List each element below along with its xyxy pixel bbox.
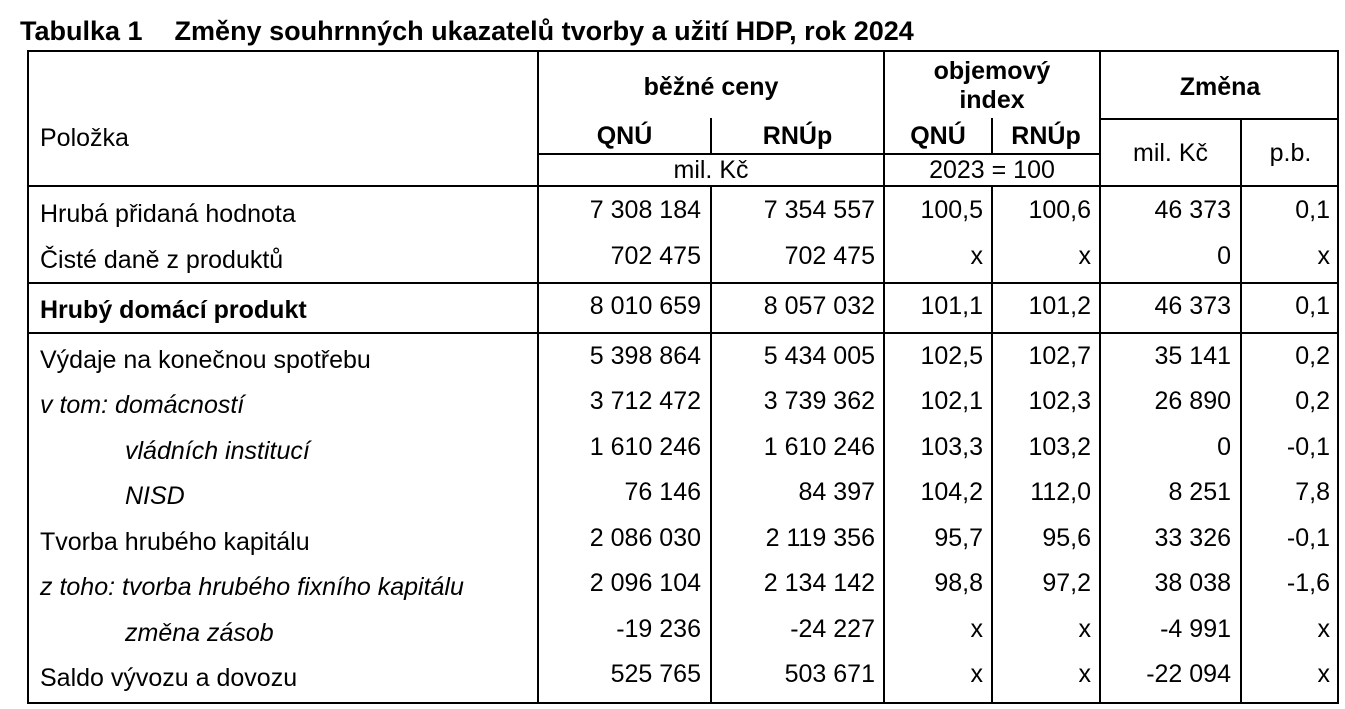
cell-qnu-current: 2 096 104 [589,569,701,597]
cell-rnup-current: 7 354 557 [763,196,875,224]
cell-rnup-index: 97,2 [1042,569,1091,597]
row-label: vládních institucí [125,437,310,465]
cell-change-pb: x [1317,660,1330,688]
header-item: Položka [40,124,129,152]
cell-rnup-index: 95,6 [1042,524,1091,552]
cell-qnu-current: 702 475 [610,242,701,270]
header-volume-index-line1: objemový [933,57,1051,85]
cell-rnup-index: 102,7 [1028,342,1091,370]
header-current-prices: běžné ceny [643,73,779,101]
row-label: NISD [125,482,185,510]
cell-change-pb: -0,1 [1286,433,1330,461]
cell-rnup-index: 100,6 [1028,196,1091,224]
cell-qnu-index: x [970,660,983,688]
row-label: z toho: tvorba hrubého fixního kapitálu [40,573,464,601]
cell-qnu-index: 104,2 [920,478,983,506]
cell-rnup-current: 503 671 [784,660,875,688]
cell-qnu-index: x [970,242,983,270]
cell-change-mil: 0 [1217,433,1231,461]
cell-change-mil: -4 991 [1160,615,1231,643]
cell-qnu-index: 100,5 [920,196,983,224]
cell-qnu-current: 76 146 [624,478,701,506]
cell-qnu-current: 3 712 472 [589,387,701,415]
cell-rnup-current: 2 134 142 [763,569,875,597]
row-divider [1099,118,1339,120]
cell-change-mil: 8 251 [1168,478,1231,506]
row-label: Hrubý domácí produkt [40,296,307,324]
cell-rnup-index: 112,0 [1030,478,1091,506]
row-label: Výdaje na konečnou spotřebu [40,346,371,374]
cell-qnu-current: 2 086 030 [589,524,701,552]
table-title [20,14,914,48]
row-divider [29,332,1339,334]
cell-change-pb: 0,1 [1295,292,1330,320]
cell-rnup-index: 103,2 [1028,433,1091,461]
table-number: Tabulka 1 [20,16,143,46]
header-qnu-index: QNÚ [910,122,966,150]
cell-change-pb: 0,2 [1295,387,1330,415]
cell-change-mil: 38 038 [1154,569,1231,597]
cell-change-pb: -0,1 [1286,524,1330,552]
row-label: v tom: domácností [40,391,245,419]
header-unit-mil: mil. Kč [673,156,749,184]
cell-qnu-index: 102,1 [920,387,983,415]
data-table [27,50,1339,704]
cell-change-mil: 0 [1217,242,1231,270]
cell-rnup-current: 8 057 032 [763,292,875,320]
header-change: Změna [1179,73,1261,101]
cell-rnup-index: 101,2 [1028,292,1091,320]
header-unit-index: 2023 = 100 [929,156,1055,184]
row-label: Saldo vývozu a dovozu [40,664,298,692]
cell-change-pb: 0,2 [1295,342,1330,370]
cell-qnu-current: 525 765 [610,660,701,688]
header-volume-index [885,57,1099,115]
header-qnu: QNÚ [596,122,653,150]
cell-qnu-index: x [970,615,983,643]
table-title-text: Změny souhrnných ukazatelů tvorby a užití HDP, rok 2024 [174,16,914,46]
cell-qnu-index: 95,7 [934,524,983,552]
cell-change-mil: 46 373 [1154,196,1231,224]
cell-qnu-current: 5 398 864 [589,342,701,370]
cell-rnup-current: 5 434 005 [763,342,875,370]
cell-change-pb: 0,1 [1295,196,1330,224]
cell-qnu-index: 102,5 [920,342,983,370]
cell-change-pb: x [1317,242,1330,270]
cell-change-pb: 7,8 [1295,478,1330,506]
cell-change-mil: 35 141 [1154,342,1231,370]
cell-change-mil: -22 094 [1146,660,1231,688]
row-label: Čisté daně z produktů [40,246,284,274]
cell-change-pb: -1,6 [1286,569,1330,597]
cell-rnup-index: 102,3 [1028,387,1091,415]
cell-change-mil: 33 326 [1154,524,1231,552]
cell-qnu-current: 8 010 659 [589,292,701,320]
header-divider [29,185,1339,187]
cell-qnu-current: 1 610 246 [589,433,701,461]
cell-rnup-index: x [1078,615,1091,643]
cell-qnu-current: -19 236 [616,615,701,643]
cell-rnup-current: 1 610 246 [763,433,875,461]
cell-qnu-index: 103,3 [920,433,983,461]
cell-rnup-current: -24 227 [790,615,875,643]
row-label: změna zásob [125,619,274,647]
cell-qnu-index: 101,1 [920,292,983,320]
header-rnup-index: RNÚp [1011,122,1081,150]
cell-change-mil: 46 373 [1154,292,1231,320]
header-rnup: RNÚp [762,122,833,150]
cell-rnup-current: 84 397 [798,478,875,506]
cell-qnu-current: 7 308 184 [589,196,701,224]
cell-rnup-current: 3 739 362 [763,387,875,415]
cell-qnu-index: 98,8 [934,569,983,597]
cell-change-mil: 26 890 [1154,387,1231,415]
cell-rnup-index: x [1078,242,1091,270]
cell-rnup-current: 2 119 356 [765,524,875,552]
header-volume-index-line2: index [959,86,1025,114]
row-label: Hrubá přidaná hodnota [40,200,296,228]
header-unit-change-pb: p.b. [1269,139,1312,167]
row-label: Tvorba hrubého kapitálu [40,528,310,556]
row-divider [29,282,1339,284]
header-unit-change-mil: mil. Kč [1133,139,1208,167]
cell-change-pb: x [1317,615,1330,643]
cell-rnup-current: 702 475 [784,242,875,270]
cell-rnup-index: x [1078,660,1091,688]
